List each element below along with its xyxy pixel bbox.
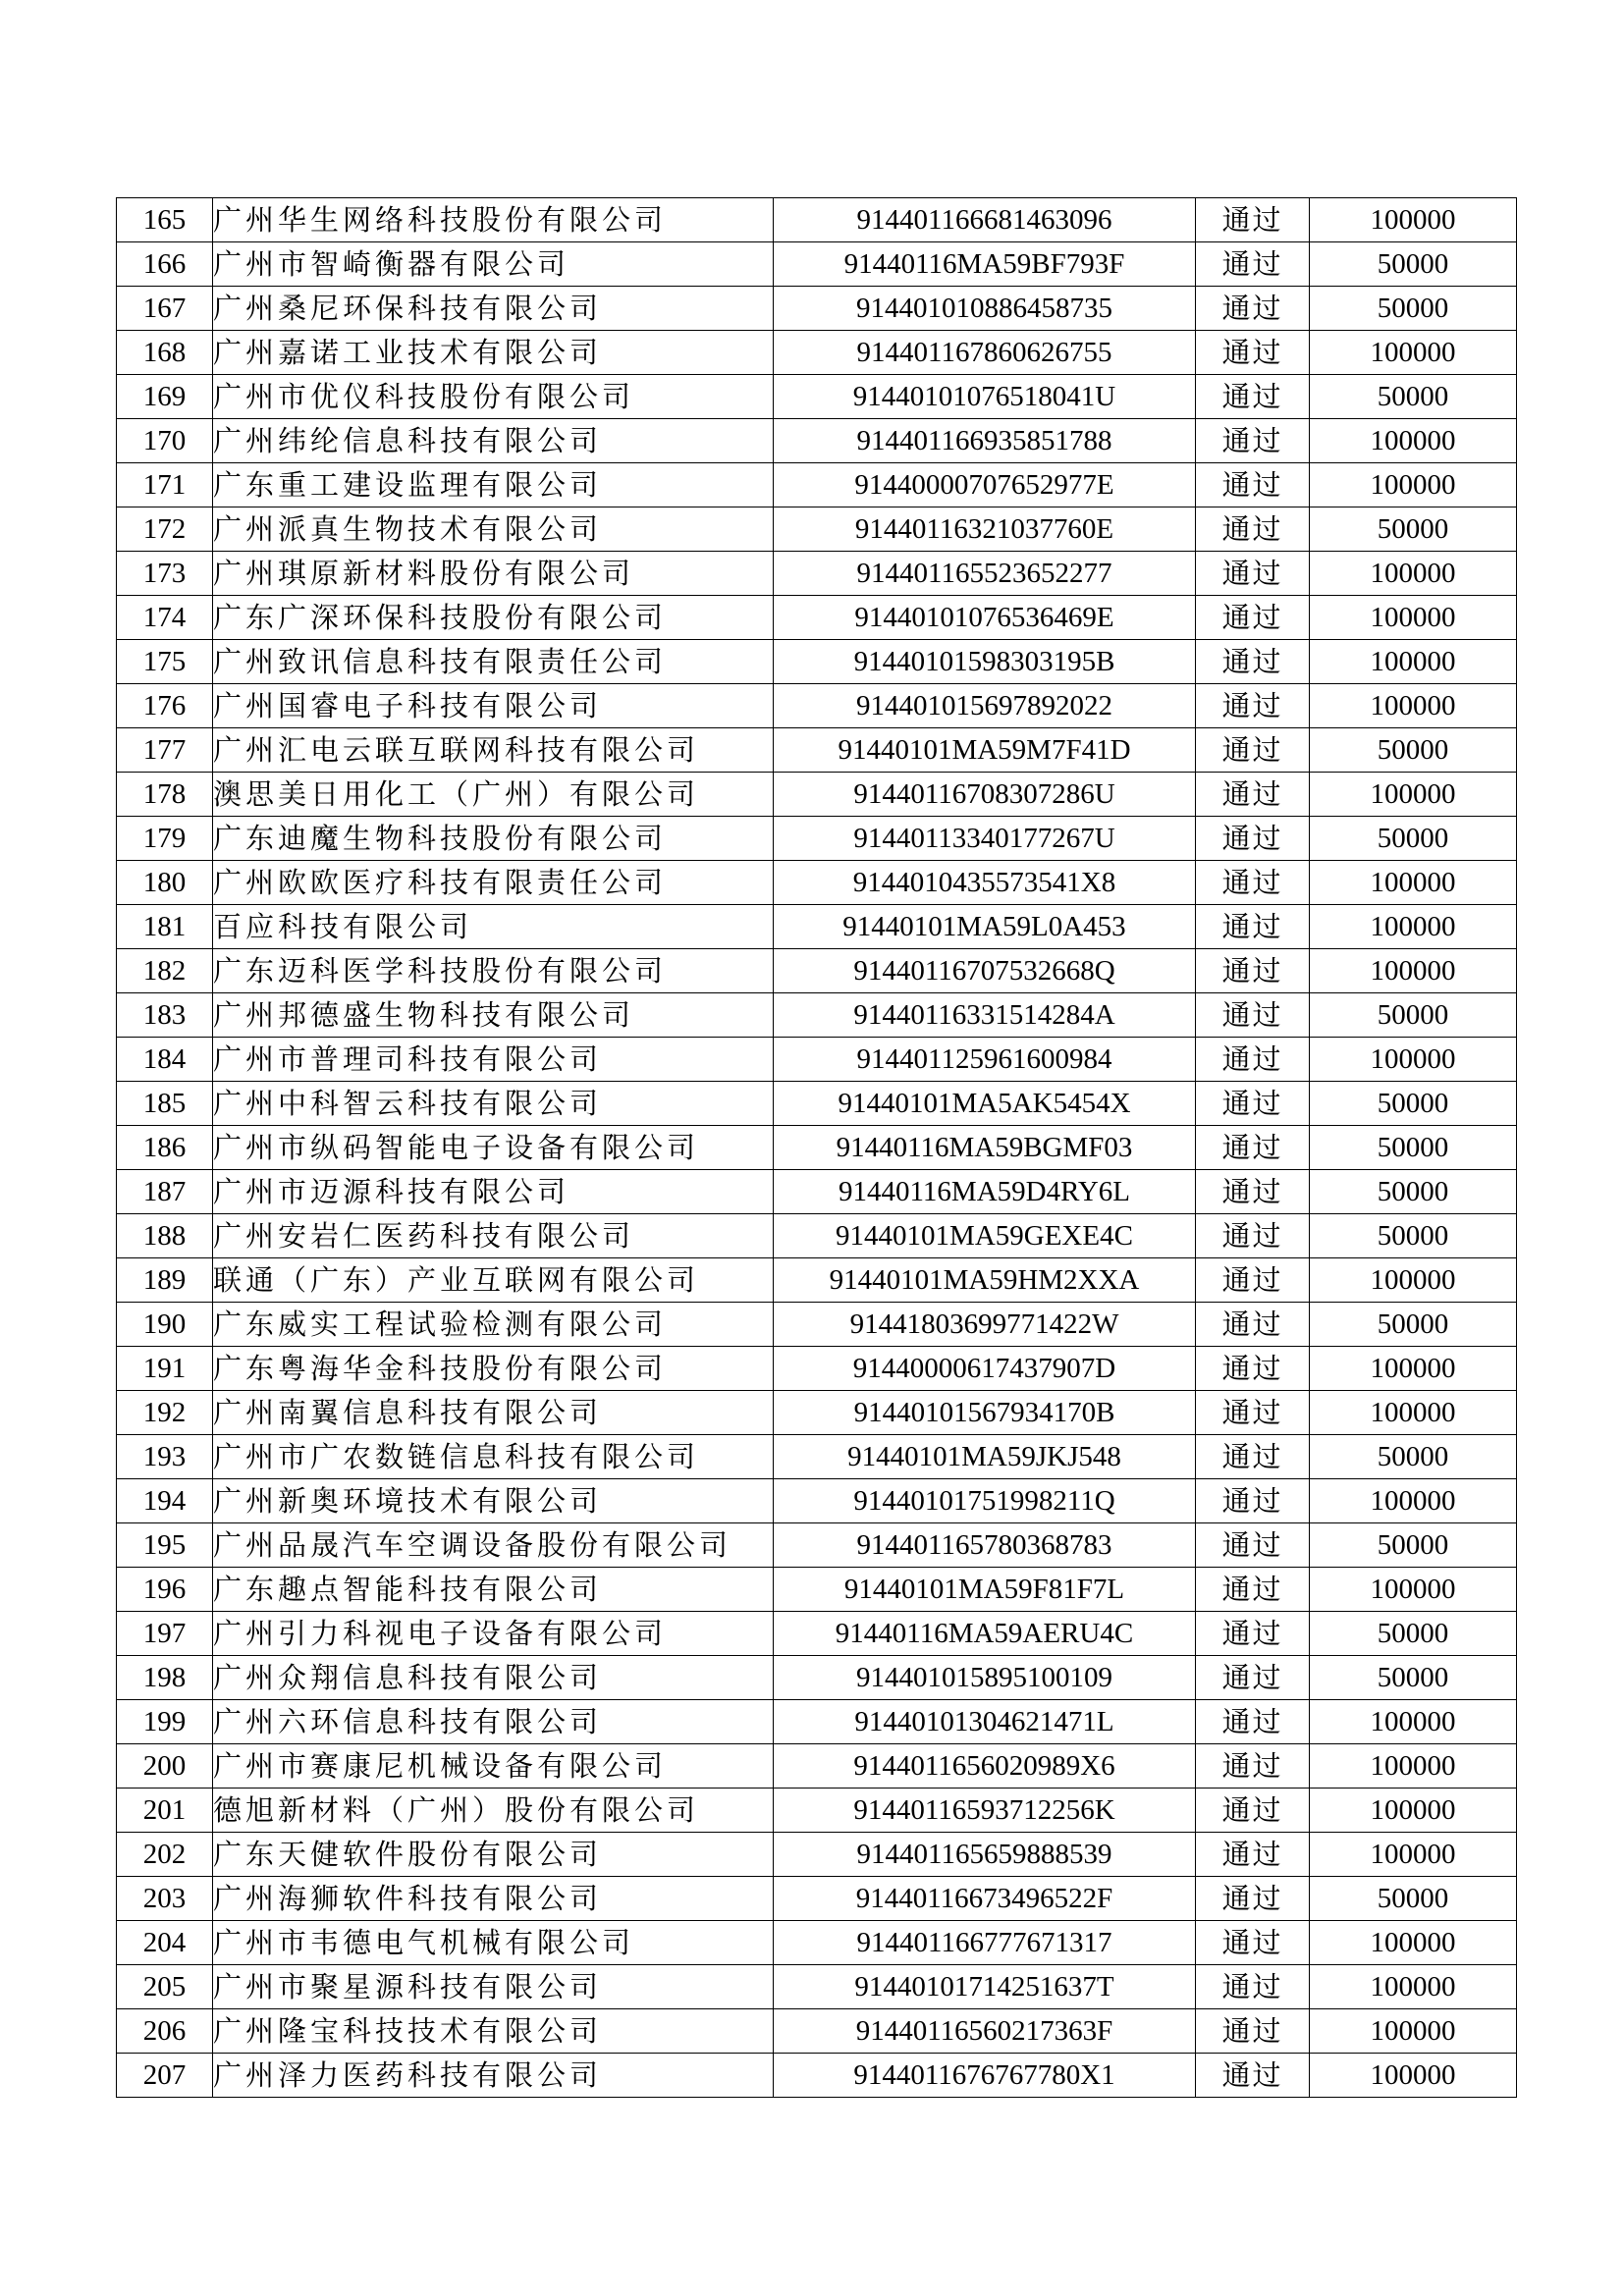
review-status: 通过: [1196, 1170, 1310, 1214]
credit-code: 91440113340177267U: [774, 817, 1196, 861]
credit-code: 914401165780368783: [774, 1523, 1196, 1568]
review-status: 通过: [1196, 1921, 1310, 1965]
table-row: [117, 949, 1517, 993]
row-number: 197: [117, 1612, 213, 1656]
credit-code: 914401015697892022: [774, 684, 1196, 728]
credit-code: 914401015895100109: [774, 1656, 1196, 1700]
amount: 50000: [1310, 1877, 1517, 1921]
company-name: 广东天健软件股份有限公司: [213, 1833, 774, 1877]
review-status: 通过: [1196, 1656, 1310, 1700]
credit-code: 91440116321037760E: [774, 507, 1196, 552]
table-row: [117, 1523, 1517, 1568]
row-number: 202: [117, 1833, 213, 1877]
review-status: 通过: [1196, 1833, 1310, 1877]
amount: 50000: [1310, 993, 1517, 1038]
amount: 100000: [1310, 1921, 1517, 1965]
amount: 50000: [1310, 287, 1517, 331]
review-status: 通过: [1196, 773, 1310, 817]
review-status: 通过: [1196, 375, 1310, 419]
company-name: 广州纬纶信息科技有限公司: [213, 419, 774, 463]
credit-code: 914401166681463096: [774, 198, 1196, 242]
company-name: 广州市智崎衡器有限公司: [213, 242, 774, 287]
table-row: [117, 1877, 1517, 1921]
row-number: 169: [117, 375, 213, 419]
review-status: 通过: [1196, 1612, 1310, 1656]
company-name: 广州市聚星源科技有限公司: [213, 1965, 774, 2009]
row-number: 196: [117, 1568, 213, 1612]
row-number: 167: [117, 287, 213, 331]
review-status: 通过: [1196, 1435, 1310, 1479]
company-name: 广东重工建设监理有限公司: [213, 463, 774, 507]
credit-code: 91440101076518041U: [774, 375, 1196, 419]
table-row: [117, 1656, 1517, 1700]
credit-code: 91440116708307286U: [774, 773, 1196, 817]
company-name: 广州琪原新材料股份有限公司: [213, 552, 774, 596]
company-name: 广东威实工程试验检测有限公司: [213, 1303, 774, 1347]
amount: 100000: [1310, 1347, 1517, 1391]
company-name: 广州众翔信息科技有限公司: [213, 1656, 774, 1700]
credit-code: 914401166777671317: [774, 1921, 1196, 1965]
row-number: 176: [117, 684, 213, 728]
company-name: 广州华生网络科技股份有限公司: [213, 198, 774, 242]
company-name: 广州邦德盛生物科技有限公司: [213, 993, 774, 1038]
amount: 50000: [1310, 1214, 1517, 1258]
company-name: 德旭新材料（广州）股份有限公司: [213, 1789, 774, 1833]
amount: 100000: [1310, 2009, 1517, 2054]
credit-code: 91440101MA59HM2XXA: [774, 1258, 1196, 1303]
row-number: 181: [117, 905, 213, 949]
amount: 50000: [1310, 1435, 1517, 1479]
table-row: [117, 1568, 1517, 1612]
company-name: 广州市普理司科技有限公司: [213, 1038, 774, 1082]
table-row: [117, 507, 1517, 552]
row-number: 192: [117, 1391, 213, 1435]
company-name: 广州市优仪科技股份有限公司: [213, 375, 774, 419]
amount: 100000: [1310, 905, 1517, 949]
amount: 50000: [1310, 375, 1517, 419]
credit-code: 914401165659888539: [774, 1833, 1196, 1877]
amount: 100000: [1310, 552, 1517, 596]
row-number: 174: [117, 596, 213, 640]
credit-code: 91440116560217363F: [774, 2009, 1196, 2054]
credit-code: 91440116MA59BF793F: [774, 242, 1196, 287]
company-name: 广东广深环保科技股份有限公司: [213, 596, 774, 640]
review-status: 通过: [1196, 640, 1310, 684]
amount: 100000: [1310, 861, 1517, 905]
table-row: [117, 640, 1517, 684]
table-body: [117, 198, 1517, 2098]
company-name: 广州市纵码智能电子设备有限公司: [213, 1126, 774, 1170]
table-row: [117, 1479, 1517, 1523]
row-number: 203: [117, 1877, 213, 1921]
review-status: 通过: [1196, 1965, 1310, 2009]
amount: 100000: [1310, 1568, 1517, 1612]
amount: 100000: [1310, 1700, 1517, 1744]
credit-code: 914401166935851788: [774, 419, 1196, 463]
table-row: [117, 1126, 1517, 1170]
credit-code: 91440101MA59M7F41D: [774, 728, 1196, 773]
credit-code: 91440101MA59GEXE4C: [774, 1214, 1196, 1258]
table-row: [117, 287, 1517, 331]
review-status: 通过: [1196, 861, 1310, 905]
credit-code: 91440000617437907D: [774, 1347, 1196, 1391]
row-number: 200: [117, 1744, 213, 1789]
review-status: 通过: [1196, 1523, 1310, 1568]
amount: 100000: [1310, 1479, 1517, 1523]
amount: 50000: [1310, 507, 1517, 552]
amount: 50000: [1310, 1612, 1517, 1656]
review-status: 通过: [1196, 1877, 1310, 1921]
row-number: 193: [117, 1435, 213, 1479]
company-name: 广东迈科医学科技股份有限公司: [213, 949, 774, 993]
amount: 50000: [1310, 817, 1517, 861]
amount: 100000: [1310, 596, 1517, 640]
row-number: 175: [117, 640, 213, 684]
table-row: [117, 1391, 1517, 1435]
company-name: 广州新奥环境技术有限公司: [213, 1479, 774, 1523]
amount: 100000: [1310, 331, 1517, 375]
company-name: 联通（广东）产业互联网有限公司: [213, 1258, 774, 1303]
company-name: 广东迪魔生物科技股份有限公司: [213, 817, 774, 861]
amount: 100000: [1310, 463, 1517, 507]
row-number: 184: [117, 1038, 213, 1082]
table-row: [117, 375, 1517, 419]
credit-code: 9144011676767780X1: [774, 2054, 1196, 2098]
table-row: [117, 463, 1517, 507]
credit-code: 91441803699771422W: [774, 1303, 1196, 1347]
row-number: 207: [117, 2054, 213, 2098]
table-row: [117, 728, 1517, 773]
row-number: 186: [117, 1126, 213, 1170]
table-row: [117, 684, 1517, 728]
review-status: 通过: [1196, 331, 1310, 375]
credit-code: 91440101598303195B: [774, 640, 1196, 684]
amount: 100000: [1310, 198, 1517, 242]
credit-code: 91440101567934170B: [774, 1391, 1196, 1435]
amount: 100000: [1310, 1391, 1517, 1435]
review-status: 通过: [1196, 1082, 1310, 1126]
row-number: 199: [117, 1700, 213, 1744]
amount: 100000: [1310, 949, 1517, 993]
credit-code: 91440000707652977E: [774, 463, 1196, 507]
row-number: 183: [117, 993, 213, 1038]
table-row: [117, 1789, 1517, 1833]
review-status: 通过: [1196, 684, 1310, 728]
credit-code: 914401165523652277: [774, 552, 1196, 596]
row-number: 171: [117, 463, 213, 507]
credit-code: 9144010435573541X8: [774, 861, 1196, 905]
table-row: [117, 1258, 1517, 1303]
table-row: [117, 773, 1517, 817]
company-name: 广州国睿电子科技有限公司: [213, 684, 774, 728]
company-name: 广州泽力医药科技有限公司: [213, 2054, 774, 2098]
row-number: 165: [117, 198, 213, 242]
company-name: 广州引力科视电子设备有限公司: [213, 1612, 774, 1656]
review-status: 通过: [1196, 552, 1310, 596]
review-status: 通过: [1196, 1038, 1310, 1082]
row-number: 187: [117, 1170, 213, 1214]
credit-code: 91440116593712256K: [774, 1789, 1196, 1833]
table-row: [117, 596, 1517, 640]
amount: 50000: [1310, 242, 1517, 287]
review-status: 通过: [1196, 949, 1310, 993]
credit-code: 91440101751998211Q: [774, 1479, 1196, 1523]
table-row: [117, 1921, 1517, 1965]
review-status: 通过: [1196, 1568, 1310, 1612]
table-row: [117, 552, 1517, 596]
company-name: 广东趣点智能科技有限公司: [213, 1568, 774, 1612]
credit-code: 91440116MA59BGMF03: [774, 1126, 1196, 1170]
row-number: 191: [117, 1347, 213, 1391]
review-status: 通过: [1196, 1744, 1310, 1789]
row-number: 180: [117, 861, 213, 905]
review-status: 通过: [1196, 728, 1310, 773]
company-name: 广州汇电云联互联网科技有限公司: [213, 728, 774, 773]
table-row: [117, 817, 1517, 861]
credit-code: 91440101MA5AK5454X: [774, 1082, 1196, 1126]
row-number: 172: [117, 507, 213, 552]
row-number: 173: [117, 552, 213, 596]
amount: 100000: [1310, 1744, 1517, 1789]
table-row: [117, 1170, 1517, 1214]
row-number: 194: [117, 1479, 213, 1523]
table-row: [117, 2054, 1517, 2098]
amount: 100000: [1310, 640, 1517, 684]
company-name: 广州安岩仁医药科技有限公司: [213, 1214, 774, 1258]
row-number: 178: [117, 773, 213, 817]
company-name: 广州嘉诺工业技术有限公司: [213, 331, 774, 375]
table-row: [117, 1347, 1517, 1391]
amount: 50000: [1310, 1656, 1517, 1700]
row-number: 182: [117, 949, 213, 993]
company-name: 广州海狮软件科技有限公司: [213, 1877, 774, 1921]
company-name: 广州品晟汽车空调设备股份有限公司: [213, 1523, 774, 1568]
review-status: 通过: [1196, 507, 1310, 552]
table-row: [117, 242, 1517, 287]
review-status: 通过: [1196, 817, 1310, 861]
row-number: 204: [117, 1921, 213, 1965]
company-name: 澳思美日用化工（广州）有限公司: [213, 773, 774, 817]
credit-code: 91440101MA59F81F7L: [774, 1568, 1196, 1612]
amount: 100000: [1310, 1965, 1517, 2009]
review-status: 通过: [1196, 1700, 1310, 1744]
credit-code: 914401125961600984: [774, 1038, 1196, 1082]
company-name: 广州市广农数链信息科技有限公司: [213, 1435, 774, 1479]
credit-code: 91440116331514284A: [774, 993, 1196, 1038]
review-status: 通过: [1196, 2009, 1310, 2054]
review-status: 通过: [1196, 905, 1310, 949]
amount: 100000: [1310, 419, 1517, 463]
row-number: 185: [117, 1082, 213, 1126]
review-status: 通过: [1196, 287, 1310, 331]
company-table: [116, 197, 1517, 2098]
credit-code: 91440101304621471L: [774, 1700, 1196, 1744]
amount: 100000: [1310, 773, 1517, 817]
company-name: 广州市赛康尼机械设备有限公司: [213, 1744, 774, 1789]
amount: 50000: [1310, 728, 1517, 773]
review-status: 通过: [1196, 1391, 1310, 1435]
review-status: 通过: [1196, 198, 1310, 242]
company-name: 广州六环信息科技有限公司: [213, 1700, 774, 1744]
review-status: 通过: [1196, 1126, 1310, 1170]
amount: 50000: [1310, 1126, 1517, 1170]
company-name: 广州中科智云科技有限公司: [213, 1082, 774, 1126]
table-row: [117, 905, 1517, 949]
table-row: [117, 1038, 1517, 1082]
row-number: 205: [117, 1965, 213, 2009]
amount: 50000: [1310, 1170, 1517, 1214]
table-row: [117, 419, 1517, 463]
credit-code: 914401010886458735: [774, 287, 1196, 331]
amount: 100000: [1310, 2054, 1517, 2098]
row-number: 198: [117, 1656, 213, 1700]
table-row: [117, 1303, 1517, 1347]
review-status: 通过: [1196, 596, 1310, 640]
credit-code: 9144011656020989X6: [774, 1744, 1196, 1789]
amount: 50000: [1310, 1523, 1517, 1568]
row-number: 166: [117, 242, 213, 287]
row-number: 195: [117, 1523, 213, 1568]
table-row: [117, 1744, 1517, 1789]
amount: 100000: [1310, 1833, 1517, 1877]
row-number: 177: [117, 728, 213, 773]
table-row: [117, 1833, 1517, 1877]
review-status: 通过: [1196, 1258, 1310, 1303]
review-status: 通过: [1196, 1303, 1310, 1347]
credit-code: 91440101076536469E: [774, 596, 1196, 640]
amount: 50000: [1310, 1303, 1517, 1347]
amount: 100000: [1310, 1038, 1517, 1082]
review-status: 通过: [1196, 1789, 1310, 1833]
credit-code: 91440116673496522F: [774, 1877, 1196, 1921]
row-number: 206: [117, 2009, 213, 2054]
row-number: 179: [117, 817, 213, 861]
table-row: [117, 1435, 1517, 1479]
company-name: 广州桑尼环保科技有限公司: [213, 287, 774, 331]
row-number: 188: [117, 1214, 213, 1258]
row-number: 190: [117, 1303, 213, 1347]
credit-code: 91440116MA59D4RY6L: [774, 1170, 1196, 1214]
amount: 100000: [1310, 1789, 1517, 1833]
company-name: 广州欧欧医疗科技有限责任公司: [213, 861, 774, 905]
review-status: 通过: [1196, 993, 1310, 1038]
company-name: 广州市迈源科技有限公司: [213, 1170, 774, 1214]
review-status: 通过: [1196, 242, 1310, 287]
table-row: [117, 1612, 1517, 1656]
credit-code: 914401167860626755: [774, 331, 1196, 375]
table-row: [117, 1965, 1517, 2009]
company-name: 广州市韦德电气机械有限公司: [213, 1921, 774, 1965]
company-name: 广州派真生物技术有限公司: [213, 507, 774, 552]
review-status: 通过: [1196, 1214, 1310, 1258]
table-row: [117, 1214, 1517, 1258]
review-status: 通过: [1196, 1479, 1310, 1523]
review-status: 通过: [1196, 419, 1310, 463]
credit-code: 91440116707532668Q: [774, 949, 1196, 993]
credit-code: 91440101MA59L0A453: [774, 905, 1196, 949]
review-status: 通过: [1196, 1347, 1310, 1391]
review-status: 通过: [1196, 463, 1310, 507]
credit-code: 91440101MA59JKJ548: [774, 1435, 1196, 1479]
company-name: 广州致讯信息科技有限责任公司: [213, 640, 774, 684]
table-row: [117, 861, 1517, 905]
company-name: 广州南翼信息科技有限公司: [213, 1391, 774, 1435]
table-row: [117, 993, 1517, 1038]
table-row: [117, 331, 1517, 375]
company-name: 广东粤海华金科技股份有限公司: [213, 1347, 774, 1391]
table-row: [117, 2009, 1517, 2054]
row-number: 170: [117, 419, 213, 463]
table-row: [117, 1082, 1517, 1126]
table-row: [117, 1700, 1517, 1744]
row-number: 168: [117, 331, 213, 375]
amount: 100000: [1310, 1258, 1517, 1303]
credit-code: 91440101714251637T: [774, 1965, 1196, 2009]
review-status: 通过: [1196, 2054, 1310, 2098]
row-number: 189: [117, 1258, 213, 1303]
row-number: 201: [117, 1789, 213, 1833]
amount: 50000: [1310, 1082, 1517, 1126]
company-name: 百应科技有限公司: [213, 905, 774, 949]
amount: 100000: [1310, 684, 1517, 728]
credit-code: 91440116MA59AERU4C: [774, 1612, 1196, 1656]
table-row: [117, 198, 1517, 242]
company-name: 广州隆宝科技技术有限公司: [213, 2009, 774, 2054]
